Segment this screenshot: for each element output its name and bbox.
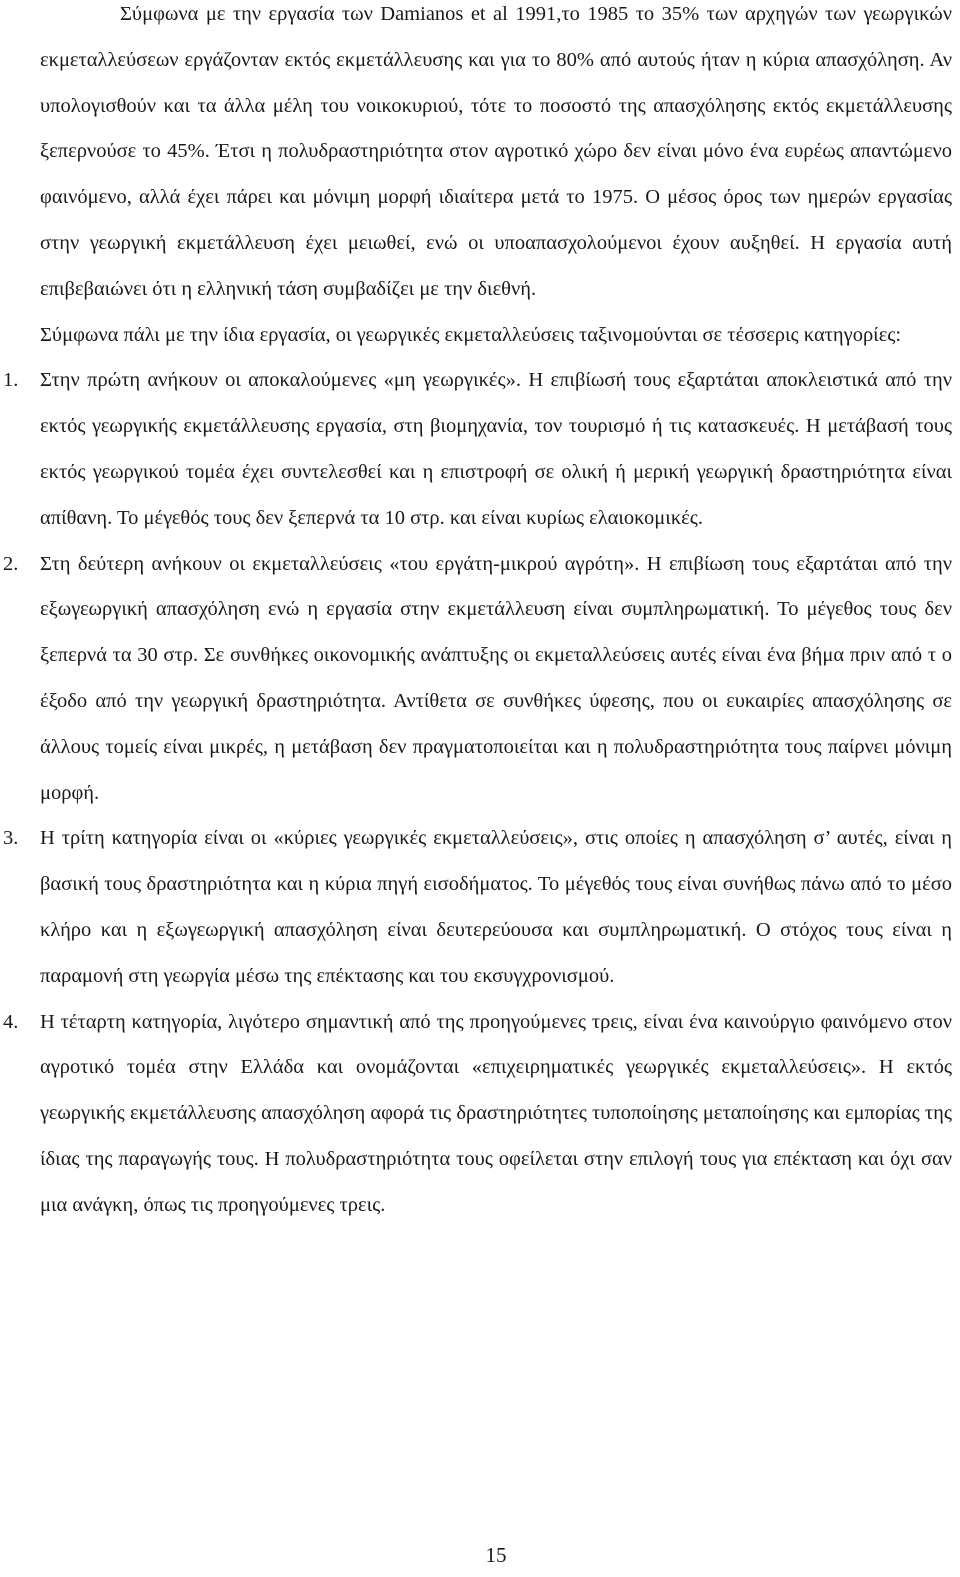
list-item	[3, 542, 952, 817]
categories-list	[3, 358, 952, 1228]
page-number: 15	[485, 1543, 507, 1567]
list-item-number: 1.	[3, 369, 19, 392]
list-item-number: 4.	[3, 1010, 19, 1033]
list-item	[3, 358, 952, 541]
list-item-text: Στην πρώτη ανήκουν οι αποκαλούμενες «μη γεωργικές». Η επιβίωσή τους εξαρτάται αποκλειστικά από την εκτός γεωργικής εκμετάλλευσης εργασία, στη βιομηχανία, τον τουρισμό ή τις κατασκευές. Η μετάβασή τους εκτός γεωργικού τομέα έχει συντελεσθεί και η επιστροφή σε ολική ή μερική γεωργική δραστηριότητα είναι απίθανη. Το μέγεθός τους δεν ξεπερνά τα 10 στρ. και είναι κυρίως ελαιοκομικές.	[40, 369, 952, 529]
list-item-text: Στη δεύτερη ανήκουν οι εκμεταλλεύσεις «του εργάτη-μικρού αγρότη». Η επιβίωση τους εξαρτάται από την εξωγεωργική απασχόληση ενώ η εργασία στην εκμετάλλευση είναι συμπληρωματική. Το μέγεθος τους δεν ξεπερνά τα 30 στρ. Σε συνθήκες οικονομικής ανάπτυξης οι εκμεταλλεύσεις αυτές είναι ένα βήμα πριν από τ ο έξοδο από την γεωργική δραστηριότητα. Αντίθετα σε συνθήκες ύφεσης, που οι ευκαιρίες απασχόλησης σε άλλους τομείς είναι μικρές, η μετάβαση δεν πραγματοποιείται και η πολυδραστηριότητα τους παίρνει μόνιμη μορφή.	[40, 552, 952, 804]
document-page	[3, 0, 952, 1229]
list-item-text: Η τέταρτη κατηγορία, λιγότερο σημαντική από της προηγούμενες τρεις, είναι ένα καινούργιο φαινόμενο στον αγροτικό τομέα στην Ελλάδα και ονομάζονται «επιχειρηματικές γεωργικές εκμεταλλεύσεις». Η εκτός γεωργικής εκμετάλλευσης απασχόληση αφορά τις δραστηριότητες τυποποίησης μεταποίησης και εμπορίας της ίδιας της παραγωγής τους. Η πολυδραστηριότητα τους οφείλεται στην επιλογή τους για επέκταση και όχι σαν μια ανάγκη, όπως τις προηγούμενες τρεις.	[40, 1010, 952, 1216]
list-item	[3, 1000, 952, 1229]
categories-intro-paragraph: Σύμφωνα πάλι με την ίδια εργασία, οι γεωργικές εκμεταλλεύσεις ταξινομούνται σε τέσσερις κατηγορίες:	[40, 323, 902, 346]
intro-paragraph: Σύμφωνα με την εργασία των Damianos et al 1991,το 1985 το 35% των αρχηγών των γεωργικών εκμεταλλεύσεων εργάζονταν εκτός εκμετάλλευσης και για το 80% από αυτούς ήταν η κύρια απασχόληση. Αν υπολογισθούν και τα άλλα μέλη του νοικοκυριού, τότε το ποσοστό της απασχόλησης εκτός εκμετάλλευσης ξεπερνούσε το 45%. Έτσι η πολυδραστηριότητα στον αγροτικό χώρο δεν είναι μόνο ένα ευρέως απαντώμενο φαινόμενο, αλλά έχει πάρει και μόνιμη μορφή ιδιαίτερα μετά το 1975. Ο μέσος όρος των ημερών εργασίας στην γεωργική εκμετάλλευση έχει μειωθεί, ενώ οι υποαπασχολούμενοι έχουν αυξηθεί. Η εργασία αυτή επιβεβαιώνει ότι η ελληνική τάση συμβαδίζει με την διεθνή.	[40, 3, 952, 300]
list-item-number: 2.	[3, 552, 19, 575]
list-item-text: Η τρίτη κατηγορία είναι οι «κύριες γεωργικές εκμεταλλεύσεις», στις οποίες η απασχόληση σ’ αυτές, είναι η βασική τους δραστηριότητα και η κύρια πηγή εισοδήματος. Το μέγεθός τους είναι συνήθως πάνω από το μέσο κλήρο και η εξωγεωργική απασχόληση είναι δευτερεύουσα και συμπληρωματική. Ο στόχος τους είναι η παραμονή στη γεωργία μέσω της επέκτασης και του εκσυγχρονισμού.	[40, 827, 952, 987]
list-item-number: 3.	[3, 827, 19, 850]
list-item	[3, 816, 952, 999]
